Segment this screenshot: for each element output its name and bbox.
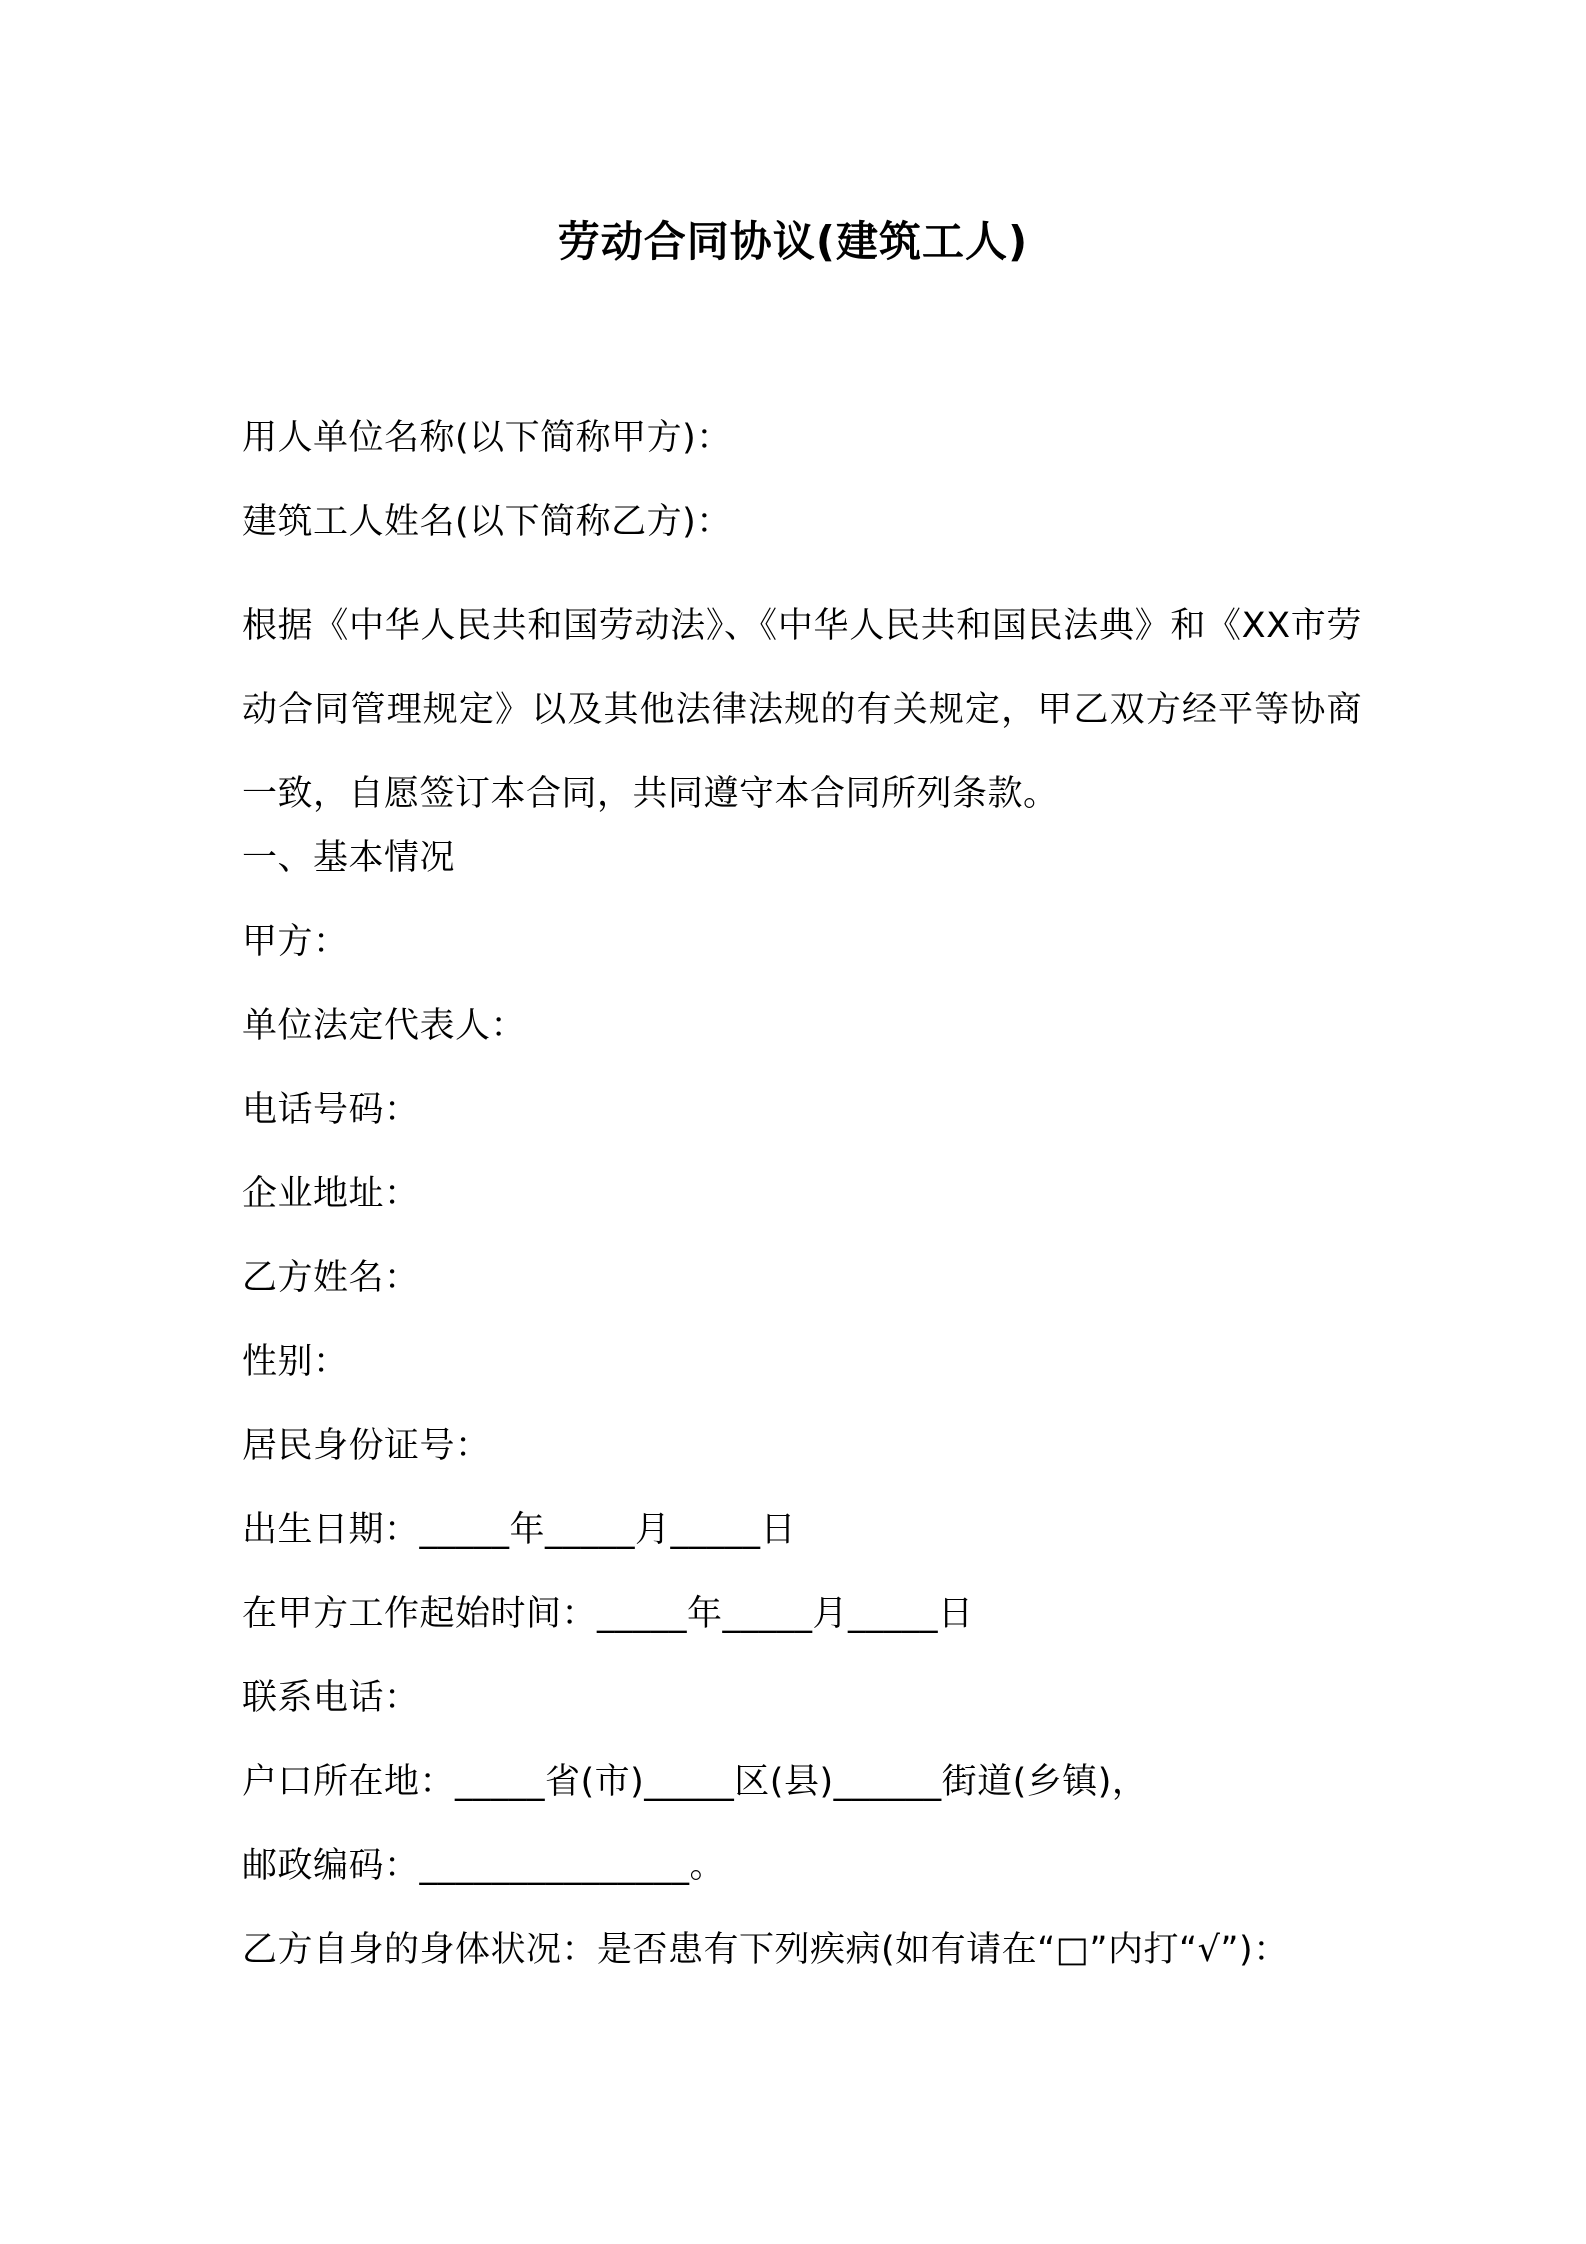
field-contact-phone: 联系电话： xyxy=(242,1678,420,1718)
party-a-name-label: 用人单位名称(以下简称甲方)： xyxy=(242,418,732,458)
field-household-registration: 户口所在地：_____省(市)_____区(县)______街道(乡镇)， xyxy=(242,1762,1148,1802)
party-b-name-label: 建筑工人姓名(以下简称乙方)： xyxy=(242,502,732,542)
field-phone-number: 电话号码： xyxy=(242,1090,420,1130)
field-id-number: 居民身份证号： xyxy=(242,1426,491,1466)
section-heading-basic-info: 一、基本情况 xyxy=(242,838,456,878)
field-party-b-name: 乙方姓名： xyxy=(242,1258,420,1298)
document-title: 劳动合同协议(建筑工人) xyxy=(557,217,1029,266)
field-birth-date: 出生日期：_____年_____月_____日 xyxy=(242,1510,797,1550)
preamble-paragraph: 根据《中华人民共和国劳动法》、《中华人民共和国民法典》和《XX市劳动合同管理规定》以及其他法律法规的有关规定，甲乙双方经平等协商一致，自愿签订本合同，共同遵守本合同所列条款。 xyxy=(242,606,1362,814)
field-gender: 性别： xyxy=(242,1342,349,1382)
field-company-address: 企业地址： xyxy=(242,1174,420,1214)
field-party-a: 甲方： xyxy=(242,922,349,962)
field-legal-representative: 单位法定代表人： xyxy=(242,1006,527,1046)
field-postal-code: 邮政编码：_______________。 xyxy=(242,1846,726,1886)
field-start-date: 在甲方工作起始时间：_____年_____月_____日 xyxy=(242,1594,974,1634)
field-health-condition: 乙方自身的身体状况：是否患有下列疾病(如有请在“□”内打“√”)： xyxy=(242,1930,1289,1970)
